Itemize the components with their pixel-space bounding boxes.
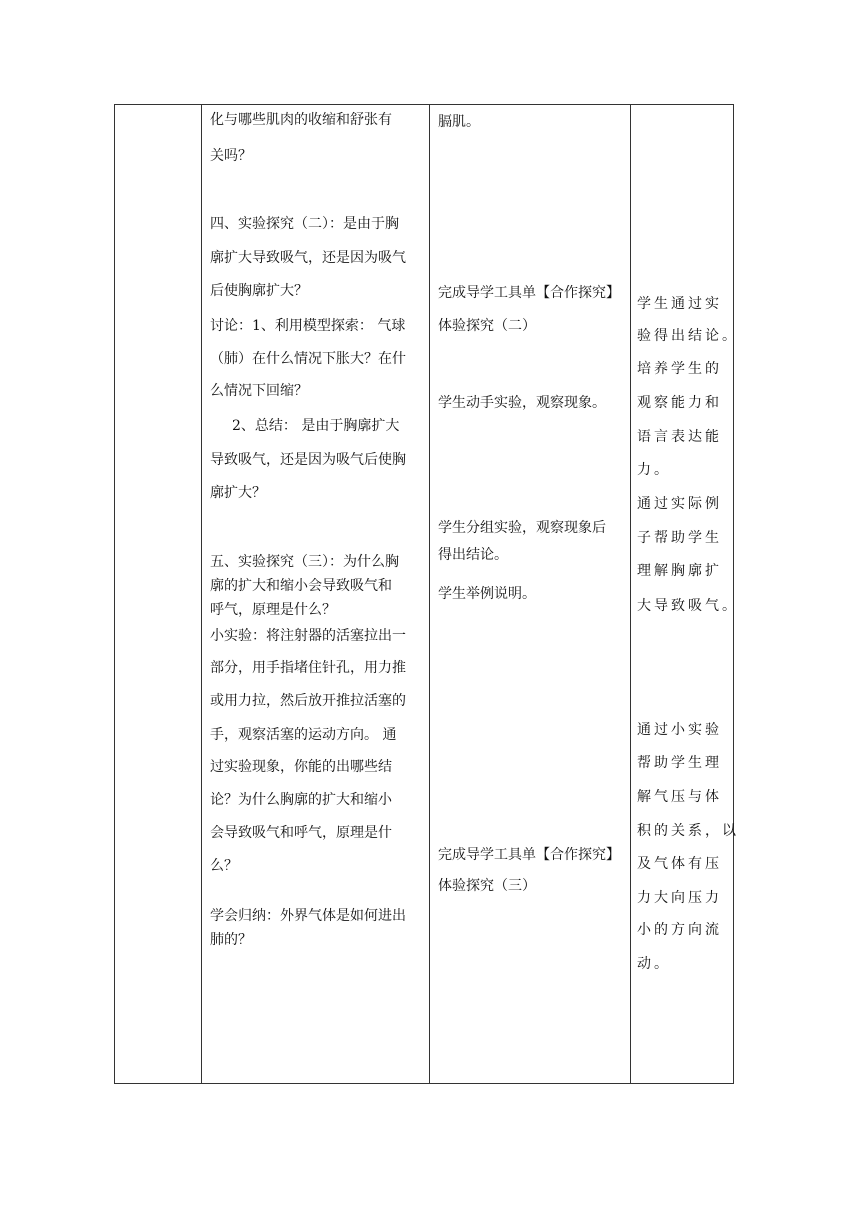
text-line: 帮助学生理 — [637, 755, 722, 771]
text-line: 关吗？ — [210, 148, 252, 164]
text-line: 呼气，原理是什么？ — [210, 602, 336, 618]
text-line: 么情况下回缩？ — [210, 383, 308, 399]
lesson-plan-table — [114, 104, 739, 1084]
text-line: 或用力拉，然后放开推拉活塞的 — [210, 693, 406, 709]
text-line: 学生分组实验，观察现象后 — [438, 520, 606, 536]
text-line: 理解胸廓扩 — [637, 563, 722, 579]
text-line: 解气压与体 — [637, 789, 722, 805]
text-line: 及气体有压 — [637, 856, 722, 872]
text-line: 通过实际例 — [637, 496, 722, 512]
text-line: 会导致吸气和呼气，原理是什 — [210, 825, 392, 841]
text-line: 部分，用手指堵住针孔，用力推 — [210, 660, 406, 676]
text-line: 2、总结： 是由于胸廓扩大 — [232, 418, 400, 434]
text-line: 力。 — [637, 462, 671, 478]
text-line: 大导致吸气。 — [637, 598, 739, 614]
text-line: 观察能力和 — [637, 395, 722, 411]
text-line: 体验探究（三） — [438, 878, 536, 894]
text-line: 学生举例说明。 — [438, 586, 536, 602]
text-line: 化与哪些肌肉的收缩和舒张有 — [210, 112, 392, 128]
text-line: 验得出结论。 — [637, 328, 739, 344]
text-line: 子帮助学生 — [637, 530, 722, 546]
text-line: 论？为什么胸廓的扩大和缩小 — [210, 792, 392, 808]
text-line: 动。 — [637, 956, 671, 972]
text-line: （肺）在什么情况下胀大？在什 — [210, 351, 406, 367]
text-line: 小实验：将注射器的活塞拉出一 — [210, 628, 406, 644]
text-line: 培养学生的 — [637, 361, 722, 377]
text-line: 体验探究（二） — [438, 318, 536, 334]
text-line: 完成导学工具单【合作探究】 — [438, 285, 620, 301]
text-line: 小的方向流 — [637, 922, 722, 938]
text-line: 积的关系，以 — [637, 823, 739, 839]
text-line: 完成导学工具单【合作探究】 — [438, 847, 620, 863]
text-line: 四、实验探究（二）：是由于胸 — [210, 216, 399, 232]
text-line: 五、实验探究（三）：为什么胸 — [210, 554, 399, 570]
text-line: 膈肌。 — [438, 114, 480, 130]
text-line: 手，观察活塞的运动方向。 通 — [210, 727, 397, 743]
text-line: 肺的？ — [210, 932, 252, 948]
stage-cell — [115, 105, 201, 1083]
text-line: 廓的扩大和缩小会导致吸气和 — [210, 578, 392, 594]
text-line: 学会归纳：外界气体是如何进出 — [210, 908, 406, 924]
text-line: 廓扩大？ — [210, 485, 266, 501]
text-line: 语言表达能 — [637, 429, 722, 445]
text-line: 后使胸廓扩大？ — [210, 283, 308, 299]
text-line: 么？ — [210, 858, 238, 874]
text-line: 过实验现象，你能的出哪些结 — [210, 759, 392, 775]
teaching-content-cell — [202, 105, 429, 1083]
text-line: 学生通过实 — [637, 296, 722, 312]
text-line: 得出结论。 — [438, 547, 508, 563]
text-line: 力大向压力 — [637, 890, 722, 906]
student-activity-cell — [430, 105, 630, 1083]
design-intent-cell — [631, 105, 739, 1083]
text-line: 讨论：1、利用模型探索： 气球 — [210, 318, 406, 334]
text-line: 廓扩大导致吸气，还是因为吸气 — [210, 250, 406, 266]
text-line: 导致吸气，还是因为吸气后使胸 — [210, 452, 406, 468]
text-line: 通过小实验 — [637, 722, 722, 738]
text-line: 学生动手实验，观察现象。 — [438, 395, 606, 411]
